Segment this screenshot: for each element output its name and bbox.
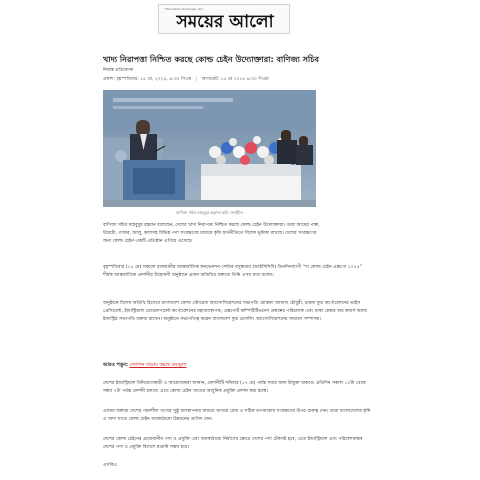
article-signoff: এসবিএ [103, 463, 117, 468]
related-article-link[interactable]: জোগান বাড়ায় কমছে দ্রব্যমূল্য [129, 363, 187, 368]
article-paragraph-1: বাণিজ্য সচিব মাহবুবুর রহমান বলেছেন, দেশের খাদ্য নিরাপত্তা নিশ্চিত করছে কোল্ড চেইন উদ্যোক্তারা। তারা আমের পাল্প, টমেটো, গাজর, আলু, কলাসহ বিভিন্ন পণ্য সংরক্ষণের মাধ্যমে কৃষি অর্থনীতিতে বিশেষ ভূমিকা রাখছে। দেশের সংরক্ষণের জন্য কোল্ড চেইন একটি প্রতিষ্ঠান এগিয়ে এসেছে। [103, 223, 320, 244]
article-headline: খাদ্য নিরাপত্তা নিশ্চিত করছে কোল্ড চেইন উদ্যোক্তারা: বাণিজ্য সচিব [103, 55, 319, 64]
masthead-logo-text: সময়ের আলো [176, 12, 274, 32]
updated-date: আপডেট: ১৫ মে ২০২৫ ৬:৩০ পিএম [201, 77, 269, 82]
event-photo-illustration [103, 90, 316, 207]
related-article [103, 362, 186, 370]
article-paragraph-3: অনুষ্ঠানে বিশেষ অতিথি হিসেবে বাংলাদেশ কোল্ড স্টোরেজ অ্যাসোসিয়েশনের সভাপতি মোস্তফা আজাদ চৌধুরী, চায়না ফুড কর্পোরেশনের ভাইস প্রেসিডেন্ট, ইন্ডাস্ট্রিয়াল ডেভেলপমেন্ট কর্পোরেশনের মহাব্যবস্থাপক, এক্সপোর্ট কম্পিটিটিভনেস প্রকল্পের পরিচালক এবং ঢাকা চেম্বার অব কমার্স অ্যান্ড ইন্ডাস্ট্রির সভাপতি বক্তব্য রাখেন। অনুষ্ঠানে সভাপতিত্ব করেন বাংলাদেশ ফুড প্রসেসিং অ্যাসোসিয়েশনের সাধারণ সম্পাদক। [103, 301, 368, 322]
article-paragraph-5: এসময় বক্তারা দেশের পচনশীল পণ্যের সুষ্ঠু ব্যবস্থাপনার মাধ্যমে অপচয় রোধ ও সঠিক তাপমাত্রায় সংরক্ষণের উপর গুরুত্ব দেন। তারা বাংলাদেশের কৃষি ও খাদ্য খাতে কোল্ড চেইন অবকাঠামো উন্নয়নের তাগিদ দেন। [103, 409, 371, 422]
published-date: প্রকাশ: বৃহস্পতিবার, ১৫ মে, ২০২৫, ৬:৩০ পিএম [103, 77, 192, 82]
photo-caption: বাণিজ্য সচিব মাহবুবুর রহমান। ছবি: সংগৃহীত [176, 210, 243, 215]
article-paragraph-4: দেশের ইন্ডাস্ট্রিয়াল বিনিয়োগকারী ও আয়োজকরা জানান, প্রদর্শনীটি শনিবার (১৭ মে) পর্যন্ত সবার জন্য উন্মুক্ত থাকবে। প্রতিদিন সকাল ১০টা থেকে সন্ধ্যা ৭টা পর্যন্ত প্রদর্শনী চলবে। এতে কোল্ড চেইন খাতের আধুনিক প্রযুক্তি প্রদর্শন করা হচ্ছে। [103, 381, 366, 394]
article-photo [103, 90, 316, 207]
article-paragraph-2: বৃহস্পতিবার (১৫ মে) সকালে রাজধানীর আন্তর্জাতিক কনভেনশন সেন্টার বসুন্ধরায় (আইসিসিবি) তিনদিনব্যাপী “দ্য কোল্ড চেইন এক্সপো ২০২৫” শীর্ষক আন্তর্জাতিক প্রদর্শনীর উদ্বোধনী অনুষ্ঠানে প্রধান অতিথির বক্তব্যে তিনি এসব কথা বলেন। [103, 265, 363, 278]
related-label: আরও পড়ুন: [103, 363, 128, 368]
dateline-separator: | [195, 77, 198, 82]
article-dateline [103, 76, 269, 83]
site-logo[interactable] [158, 4, 290, 34]
masthead-tagline: The Daily Somoyer Alo [165, 7, 204, 11]
article-author[interactable]: নিজস্ব প্রতিবেদক [103, 68, 134, 73]
article-paragraph-6: দেশের কোল্ড চেইনের প্রয়োজনীয় পণ্য ও প্রযুক্তি এবং অবকাঠামো নির্মাণের ক্ষেত্রে দেশের পণ্য টেকসই হবে, এতে ইন্ডাস্ট্রিয়াল এবং পরিবেশবান্ধব দেশের পণ্য ও প্রযুক্তি বিদেশে রপ্তানি সম্ভব হবে। [103, 437, 363, 450]
